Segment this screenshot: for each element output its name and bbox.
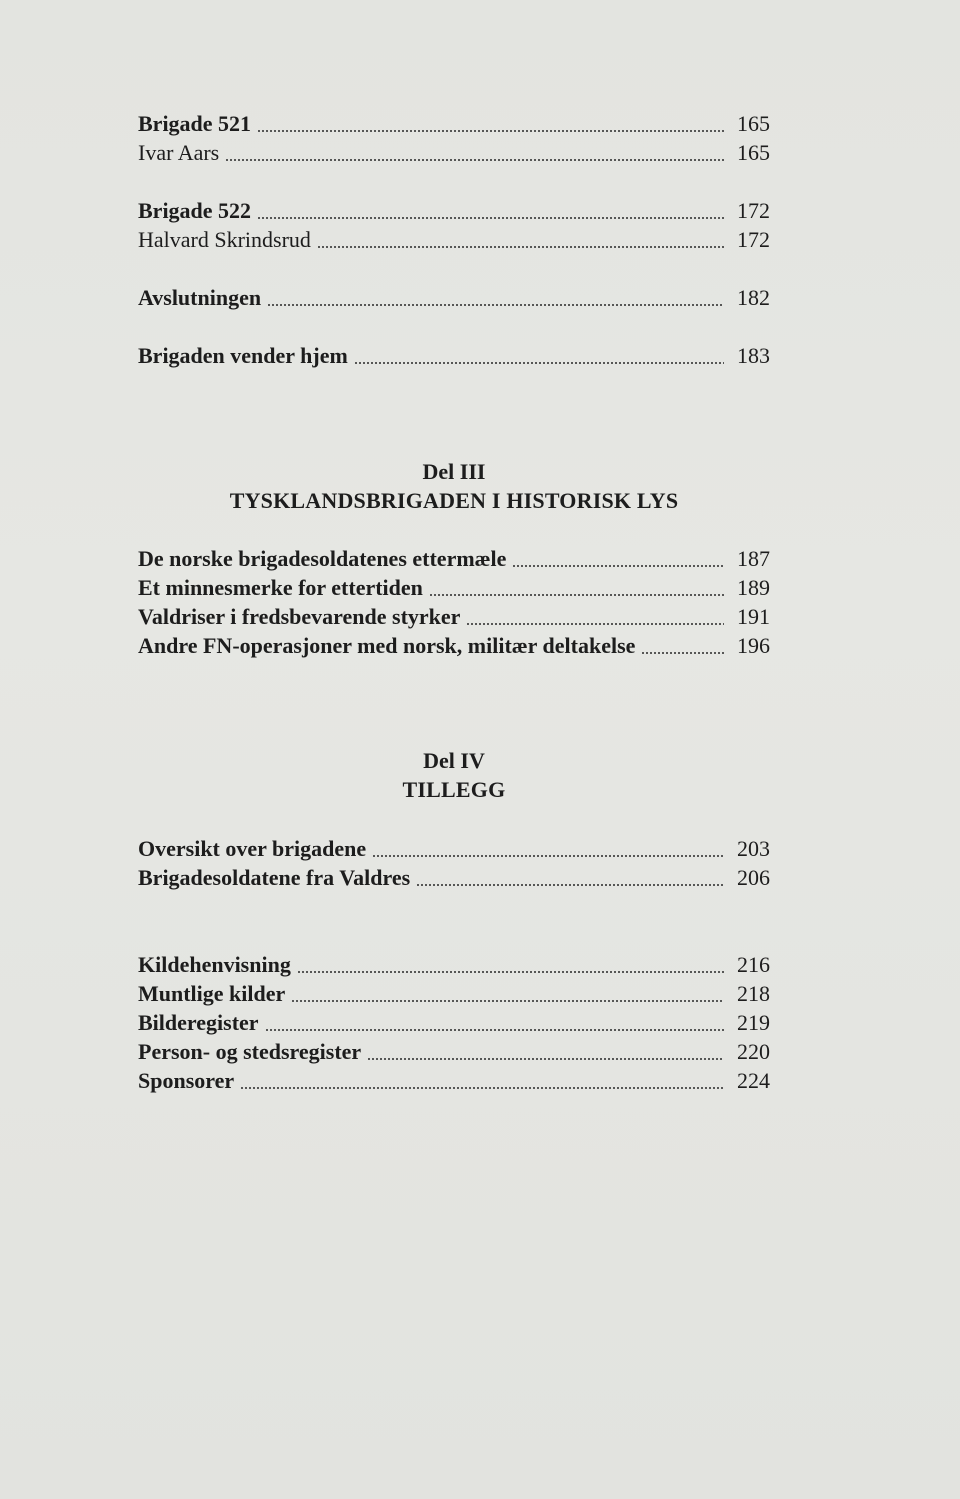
toc-entry-page: 187 — [737, 546, 770, 571]
toc-entry-halvard-skrindsrud — [138, 225, 770, 255]
toc-entry-title: Person- og stedsregister — [138, 1039, 362, 1064]
toc-entry-title: Valdriser i fredsbevarende styrker — [138, 604, 461, 629]
toc-entry — [138, 1066, 770, 1096]
part3-label: Del III — [422, 459, 486, 484]
toc-entry — [138, 602, 770, 632]
toc-entry-title: Oversikt over brigadene — [138, 836, 367, 861]
toc-entry-page: 220 — [737, 1039, 770, 1064]
toc-entry — [138, 631, 770, 661]
toc-entry-title: Sponsorer — [138, 1068, 235, 1093]
dot-leader — [429, 577, 724, 597]
toc-entry-ivar-aars — [138, 138, 770, 168]
dot-leader — [257, 113, 724, 133]
toc-entry — [138, 544, 770, 574]
toc-entry-brigaden-vender-hjem — [138, 341, 770, 371]
toc-entry — [138, 573, 770, 603]
dot-leader — [291, 983, 724, 1003]
dot-leader — [257, 200, 724, 220]
toc-entry-page: 216 — [737, 952, 770, 977]
toc-entry — [138, 863, 770, 893]
toc-entry-page: 219 — [737, 1010, 770, 1035]
toc-entry-title: Brigade 521 — [138, 111, 252, 136]
toc-entry-brigade-521 — [138, 109, 770, 139]
toc-entry — [138, 1037, 770, 1067]
toc-entry-page: 183 — [737, 343, 770, 368]
toc-entry-title: De norske brigadesoldatenes ettermæle — [138, 546, 507, 571]
toc-entry-page: 206 — [737, 865, 770, 890]
toc-entry-page: 196 — [737, 633, 770, 658]
toc-entry-page: 224 — [737, 1068, 770, 1093]
dot-leader — [416, 867, 724, 887]
toc-entry-title: Andre FN-operasjoner med norsk, militær deltakelse — [138, 633, 636, 658]
dot-leader — [466, 606, 724, 626]
dot-leader — [267, 287, 724, 307]
toc-entry-page: 182 — [737, 285, 770, 310]
toc-entry-title: Bilderegister — [138, 1010, 259, 1035]
dot-leader — [354, 345, 724, 365]
toc-entry-page: 165 — [737, 111, 770, 136]
toc-entry-title: Avslutningen — [138, 285, 262, 310]
toc-entry — [138, 1008, 770, 1038]
toc-entry-page: 218 — [737, 981, 770, 1006]
dot-leader — [317, 229, 724, 249]
toc-entry-title: Et minnesmerke for ettertiden — [138, 575, 423, 600]
toc-entry-title: Kildehenvisning — [138, 952, 291, 977]
toc-entry — [138, 979, 770, 1009]
toc-entry-title: Ivar Aars — [138, 140, 220, 165]
part4-title: TILLEGG — [402, 777, 506, 802]
toc-entry-title: Muntlige kilder — [138, 981, 286, 1006]
dot-leader — [297, 954, 724, 974]
toc-entry-title: Brigade 522 — [138, 198, 252, 223]
dot-leader — [512, 548, 724, 568]
part3-title: TYSKLANDSBRIGADEN I HISTORISK LYS — [229, 488, 679, 513]
dot-leader — [641, 635, 724, 655]
toc-entry-title: Halvard Skrindsrud — [138, 227, 311, 252]
dot-leader — [367, 1041, 724, 1061]
toc-entry-page: 203 — [737, 836, 770, 861]
toc-entry-page: 165 — [737, 140, 770, 165]
toc-entry-page: 191 — [737, 604, 770, 629]
dot-leader — [372, 838, 724, 858]
dot-leader — [240, 1070, 724, 1090]
toc-entry-brigade-522 — [138, 196, 770, 226]
part4-label: Del IV — [423, 748, 485, 773]
toc-entry-title: Brigaden vender hjem — [138, 343, 348, 368]
toc-entry-page: 189 — [737, 575, 770, 600]
toc-entry-title: Brigadesoldatene fra Valdres — [138, 865, 411, 890]
toc-entry — [138, 950, 770, 980]
toc-entry-page: 172 — [737, 227, 770, 252]
toc-entry-page: 172 — [737, 198, 770, 223]
toc-entry-avslutningen — [138, 283, 770, 313]
toc-entry — [138, 834, 770, 864]
dot-leader — [225, 142, 724, 162]
dot-leader — [265, 1012, 724, 1032]
